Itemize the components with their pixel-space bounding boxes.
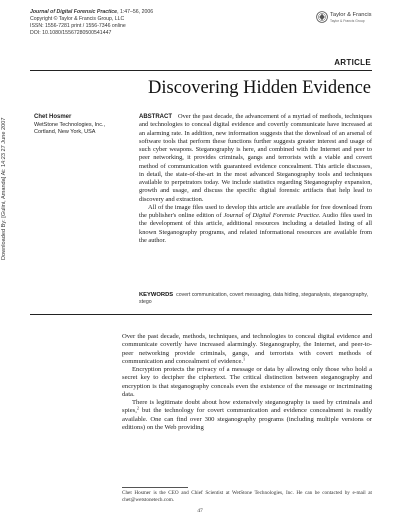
footnote-reference-2: 2 [136,405,139,411]
body-paragraph-2: Encryption protects the privacy of a message or data by allowing only those who hold a secret key to decipher the ciphertext. The critical distinction between steganography and encryption is that steganography conceals even the existence of the message or incriminating data. [122,366,372,398]
footnote-rule [122,487,188,488]
abstract-rule [30,314,372,315]
abstract-heading: ABSTRACT [139,114,172,120]
author-affiliation: WetStone Technologies, Inc., [34,121,106,128]
abstract-paragraph-2-text-after: Audio files used in the development of this article, additional resources including a detailed listing of all known Steganography programs, and related informational resources are available from the author. [139,212,373,244]
abstract-paragraph-1-text: Over the past decade, the advancement of a myriad of methods, techniques and technologies to conceal digital evidence and covertly communicate have increased at an alarming rate. In addition, new information suggests that the download of an arsenal of software tools that perform these functions further suggests greater interest and usage of such cyber weapons. Steganography is here, and combined with the Internet and peer to peer networking, it provides criminals, gangs and terrorists with a viable and covert method of communication with guaranteed evidence concealment. This article discusses, in detail, the state-of-the-art in the most advanced Steganography tools and techniques available to perpetrators today. We include statistics regarding Steganography expansion, growth and usage, and discuss the specific digital forensic artifacts that help lead to discovery and extraction. [139,113,372,203]
journal-volume-pages: , 1:47–56, 2006 [117,9,154,15]
keywords-list: covert communication, covert messaging, data hiding, steganalysis, steganography, stego [139,292,369,305]
publisher-name: Taylor & Francis [330,12,372,18]
publisher-tagline: Taylor & Francis Group [330,19,365,23]
taylor-francis-logo-icon [316,11,328,23]
journal-name: Journal of Digital Forensic Practice [30,9,118,15]
body-paragraph-3-text-before: There is legitimate doubt about how extensively steganography is used by criminals and spies, [122,399,372,415]
author-footnote: Chet Hosmer is the CEO and Chief Scientist at WetStone Technologies, Inc. He can be contacted by e-mail at chet@wetstonetech.com. [122,490,372,503]
publisher-logo [316,11,386,25]
article-type-label: ARTICLE [334,58,371,67]
keywords [139,292,372,306]
body-paragraph-1-text: Over the past decade, methods, techniques, and technologies to conceal digital evidence and communicate covertly have increased alarmingly. Steganography, the Internet, and peer-to-peer networking provide criminals, gangs, and terrorists with covert methods of communication and concealment of evidence. [122,333,372,365]
abstract-journal-reference: Journal of Digital Forensic Practice. [223,212,321,219]
body-text [122,333,372,432]
copyright-line: Copyright © Taylor & Francis Group, LLC [30,15,125,22]
journal-citation-line [30,9,270,16]
abstract-paragraph-1 [139,113,372,204]
keywords-heading: KEYWORDS [139,292,174,298]
body-paragraph-3-text-after: but the technology for covert communication and evidence concealment is readily available. One can find over 300 steganography programs (including multiple versions or editions) on the Web providing [122,407,372,431]
body-paragraph-3 [122,399,372,432]
page-number: 47 [197,508,203,514]
author-location: Cortland, New York, USA [34,129,96,136]
author-block [34,114,134,137]
download-stamp-text: Downloaded By: [Gulini, Amanda] At: 14:23 27 June 2007 [1,117,7,260]
footnote-reference-1: 1 [243,356,246,362]
doi-line: DOI: 10.1080/15567280500541447 [30,29,112,36]
abstract [139,113,372,245]
article-title: Discovering Hidden Evidence [148,78,371,98]
journal-header [30,9,270,37]
abstract-paragraph-2 [139,204,372,245]
issn-line: ISSN: 1556-7281 print / 1556-7346 online [30,22,126,29]
author-name: Chet Hosmer [34,114,72,120]
download-stamp [1,40,9,260]
abstract-paragraph-2-text-before: All of the image files used to develop this article are available for free download from the publisher's online edition of [139,203,372,219]
body-paragraph-1 [122,333,372,366]
header-rule [30,70,372,71]
